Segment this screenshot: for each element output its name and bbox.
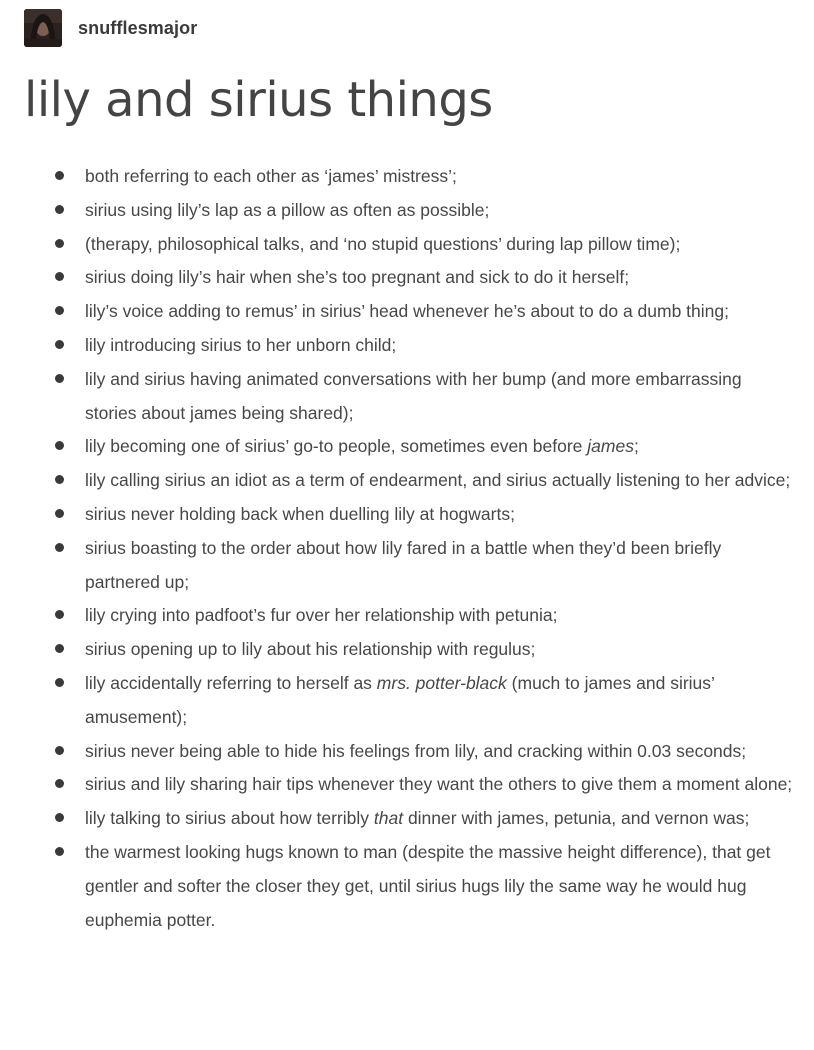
bullet-icon bbox=[55, 272, 64, 281]
list-item bbox=[0, 329, 814, 363]
bullet-icon bbox=[55, 239, 64, 248]
list-item bbox=[0, 430, 814, 464]
bullet-icon bbox=[55, 610, 64, 619]
list-item-text: (therapy, philosophical talks, and ‘no stupid questions’ during lap pillow time); bbox=[85, 233, 681, 254]
list-item-text: lily’s voice adding to remus’ in sirius’ head whenever he’s about to do a dumb thing; bbox=[85, 301, 729, 322]
avatar-image bbox=[24, 9, 62, 47]
bullet-icon bbox=[55, 306, 64, 315]
list-item-text: both referring to each other as ‘james’ mistress’; bbox=[85, 166, 457, 186]
list-item-emphasis: that bbox=[373, 808, 404, 829]
bullet-icon bbox=[55, 813, 64, 822]
list-item-text: sirius and lily sharing hair tips whenever they want the others to give them a moment alone; bbox=[85, 774, 793, 795]
list-item bbox=[0, 363, 814, 431]
list-item bbox=[0, 160, 814, 194]
post-title: lily and sirius things bbox=[24, 72, 493, 128]
list-item-text: the warmest looking hugs known to man (despite the massive height difference), that get gentler and softer the closer they get, until sirius hugs lily the same way he would hug euphemia potter. bbox=[85, 841, 771, 930]
list-item bbox=[0, 194, 814, 228]
bullet-list bbox=[0, 160, 814, 937]
bullet-icon bbox=[55, 847, 64, 856]
bullet-icon bbox=[55, 441, 64, 450]
list-item-text: ; bbox=[633, 436, 639, 457]
bullet-icon bbox=[55, 678, 64, 687]
list-item bbox=[0, 802, 814, 836]
list-item-text: lily and sirius having animated conversations with her bump (and more embarrassing stories about james being shared); bbox=[85, 368, 742, 423]
list-item-text: (much to james and sirius’ amusement); bbox=[85, 672, 715, 727]
avatar[interactable] bbox=[24, 9, 62, 47]
list-item-text: lily accidentally referring to herself as bbox=[85, 672, 377, 693]
list-item-text: sirius doing lily’s hair when she’s too pregnant and sick to do it herself; bbox=[85, 267, 630, 288]
list-item-text: dinner with james, petunia, and vernon was; bbox=[403, 808, 750, 829]
bullet-icon bbox=[55, 205, 64, 214]
list-item-text: lily talking to sirius about how terribly bbox=[85, 808, 374, 829]
bullet-icon bbox=[55, 644, 64, 653]
bullet-icon bbox=[55, 374, 64, 383]
list-item-text: sirius boasting to the order about how lily fared in a battle when they’d been briefly partnered up; bbox=[85, 537, 722, 592]
list-item-text: lily calling sirius an idiot as a term of endearment, and sirius actually listening to her advice; bbox=[85, 470, 791, 491]
list-item bbox=[0, 228, 814, 262]
bullet-icon bbox=[55, 509, 64, 518]
list-item bbox=[0, 498, 814, 532]
list-item-text: lily introducing sirius to her unborn child; bbox=[85, 334, 397, 355]
username[interactable]: snufflesmajor bbox=[78, 17, 198, 38]
list-item-emphasis: james bbox=[587, 436, 634, 457]
list-item bbox=[0, 295, 814, 329]
post-header bbox=[24, 9, 197, 47]
list-item bbox=[0, 633, 814, 667]
list-item bbox=[0, 667, 814, 735]
list-item bbox=[0, 735, 814, 769]
list-item bbox=[0, 768, 814, 802]
list-item bbox=[0, 261, 814, 295]
list-item-text: sirius never holding back when duelling lily at hogwarts; bbox=[85, 503, 515, 524]
list-item bbox=[0, 836, 814, 937]
bullet-icon bbox=[55, 475, 64, 484]
list-item-text: sirius using lily’s lap as a pillow as often as possible; bbox=[85, 199, 490, 220]
bullet-icon bbox=[55, 340, 64, 349]
list-item-text: lily becoming one of sirius’ go-to people, sometimes even before bbox=[85, 436, 588, 457]
list-item bbox=[0, 464, 814, 498]
list-item-emphasis: mrs. potter-black bbox=[376, 672, 507, 693]
list-item bbox=[0, 599, 814, 633]
list-item bbox=[0, 532, 814, 600]
bullet-icon bbox=[55, 779, 64, 788]
bullet-icon bbox=[55, 746, 64, 755]
list-item-text: sirius never being able to hide his feelings from lily, and cracking within 0.03 seconds; bbox=[85, 740, 747, 761]
bullet-icon bbox=[55, 543, 64, 552]
list-item-text: sirius opening up to lily about his relationship with regulus; bbox=[85, 639, 536, 660]
bullet-icon bbox=[55, 171, 64, 180]
list-item-text: lily crying into padfoot’s fur over her relationship with petunia; bbox=[85, 605, 558, 626]
